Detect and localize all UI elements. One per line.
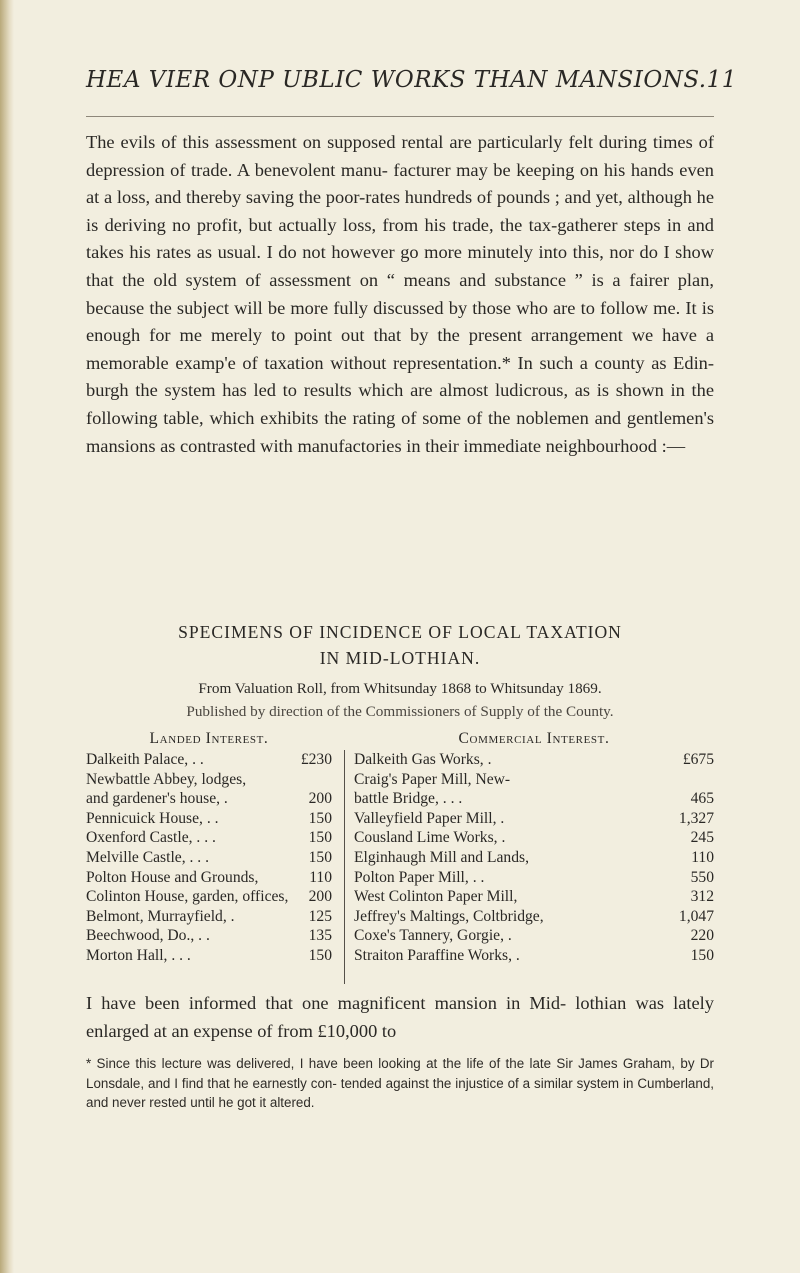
- landed-row-value: 150: [308, 946, 332, 964]
- book-page: [86, 62, 737, 1110]
- commercial-row: [354, 946, 714, 966]
- header-rule: [86, 116, 714, 117]
- commercial-row-name: West Colinton Paper Mill,: [354, 888, 518, 906]
- landed-row-name: Newbattle Abbey, lodges,: [86, 770, 247, 788]
- commercial-row: [354, 750, 714, 770]
- commercial-row-value: 150: [690, 946, 714, 964]
- landed-interest-column: [86, 728, 332, 966]
- commercial-row-value: 245: [690, 829, 714, 847]
- landed-row-value: 150: [308, 848, 332, 866]
- commercial-row: [354, 887, 714, 907]
- landed-row-value: 125: [308, 907, 332, 925]
- paragraph: The evils of this assessment on supposed rental are particularly felt during times of depression of trade. A benevolent manu- facturer may be keeping on his hands even at a loss, and thereby saving the poor-rates hundreds of pounds ; and yet, although he is deriving no profit, but actually loss, from his trade, the tax-gatherer steps in and takes his rates as usual. I do not however go more minutely into this, nor do I show that the old system of assessment on “ means and substance ” is a fairer plan, because the subject will be more fully discussed by those who are to follow me. It is enough for me merely to point out that by the present arrangement we have a memorable examp'e of taxation without representation.* In such a county as Edin- burgh the system has led to results which are almost ludicrous, as is shown in the following table, which exhibits the rating of some of the noblemen and gentlemen's mansions as contrasted with manufactories in their immediate neighbourhood :—: [86, 132, 714, 456]
- page-edge-shadow: [0, 0, 14, 1273]
- commercial-row-value: 465: [690, 790, 714, 808]
- commercial-row-name: Craig's Paper Mill, New-: [354, 770, 511, 788]
- landed-row: [86, 750, 332, 770]
- landed-row-name: Melville Castle, . . .: [86, 848, 209, 866]
- commercial-row: [354, 848, 714, 868]
- commercial-interest-title: Commercial Interest.: [458, 730, 610, 747]
- page-number: 11: [706, 67, 737, 93]
- commercial-row-name: Straiton Paraffine Works, .: [354, 946, 520, 964]
- table-title: SPECIMENS OF INCIDENCE OF LOCAL TAXATION: [178, 622, 622, 642]
- landed-row-value: 200: [308, 790, 332, 808]
- commercial-row-value: £675: [682, 751, 714, 768]
- landed-row: [86, 789, 332, 809]
- landed-row-value: £230: [300, 751, 332, 768]
- body-text: [86, 129, 714, 460]
- landed-row-name: Morton Hall, . . .: [86, 946, 191, 964]
- running-title: HEA VIER ONP UBLIC WORKS THAN MANSIONS.: [86, 67, 707, 93]
- table-publisher: Published by direction of the Commissioners of Supply of the County.: [186, 703, 614, 720]
- landed-row: [86, 907, 332, 927]
- closing-paragraph: I have been informed that one magnificent mansion in Mid- lothian was lately enlarged at an expense of from £10,000 to: [86, 993, 714, 1041]
- commercial-row-name: battle Bridge, . . .: [354, 790, 463, 808]
- landed-row: [86, 868, 332, 888]
- commercial-row-value: 550: [690, 868, 714, 886]
- landed-row: [86, 809, 332, 829]
- landed-row-value: 150: [308, 809, 332, 827]
- landed-row-value: 135: [308, 927, 332, 945]
- landed-row-name: Polton House and Grounds,: [86, 868, 259, 886]
- commercial-row-name: Valleyfield Paper Mill, .: [354, 809, 505, 827]
- commercial-row-name: Coxe's Tannery, Gorgie, .: [354, 927, 512, 945]
- landed-row-value: 110: [309, 868, 332, 886]
- landed-interest-title: Landed Interest.: [149, 730, 269, 747]
- commercial-row-value: 312: [690, 888, 714, 906]
- commercial-row: [354, 809, 714, 829]
- commercial-row: [354, 828, 714, 848]
- commercial-row-value: 1,047: [678, 907, 714, 925]
- commercial-row-value: 110: [691, 848, 714, 866]
- landed-row-name: Beechwood, Do., . .: [86, 927, 210, 945]
- landed-row: [86, 946, 332, 966]
- landed-row: [86, 828, 332, 848]
- landed-row: [86, 926, 332, 946]
- commercial-row: [354, 868, 714, 888]
- commercial-row: [354, 926, 714, 946]
- landed-row-name: Dalkeith Palace, . .: [86, 751, 204, 768]
- commercial-row-name: Polton Paper Mill, . .: [354, 868, 485, 886]
- landed-row: [86, 887, 332, 907]
- commercial-row-name: Dalkeith Gas Works, .: [354, 751, 492, 768]
- commercial-row-name: Elginhaugh Mill and Lands,: [354, 848, 529, 866]
- commercial-row-value: 220: [690, 927, 714, 945]
- landed-row-name: Colinton House, garden, offices,: [86, 888, 289, 906]
- landed-row-name: Belmont, Murrayfield, .: [86, 907, 235, 925]
- commercial-row-name: Cousland Lime Works, .: [354, 829, 506, 847]
- landed-row-value: 150: [308, 829, 332, 847]
- footnote: * Since this lecture was delivered, I have been looking at the life of the late Sir James Graham, by Dr Lonsdale, and I find that he earnestly con- tended against the injustice of a similar system in Cumberland, and never rested until he got it altered.: [86, 1056, 714, 1110]
- landed-row-name: Pennicuick House, . .: [86, 809, 219, 827]
- commercial-row: [354, 907, 714, 927]
- table-subtitle: IN MID-LOTHIAN.: [319, 648, 481, 668]
- landed-row-value: 200: [308, 888, 332, 906]
- landed-row: [86, 770, 332, 790]
- landed-row-name: and gardener's house, .: [86, 790, 228, 808]
- landed-row: [86, 848, 332, 868]
- commercial-row-name: Jeffrey's Maltings, Coltbridge,: [354, 907, 544, 925]
- column-divider: [344, 750, 345, 984]
- rating-table: [86, 728, 714, 986]
- commercial-row: [354, 770, 714, 790]
- commercial-row: [354, 789, 714, 809]
- running-header: [86, 62, 737, 98]
- landed-row-name: Oxenford Castle, . . .: [86, 829, 216, 847]
- commercial-interest-column: [354, 728, 714, 966]
- commercial-row-value: 1,327: [678, 809, 714, 827]
- table-source: From Valuation Roll, from Whitsunday 1868 to Whitsunday 1869.: [198, 680, 602, 697]
